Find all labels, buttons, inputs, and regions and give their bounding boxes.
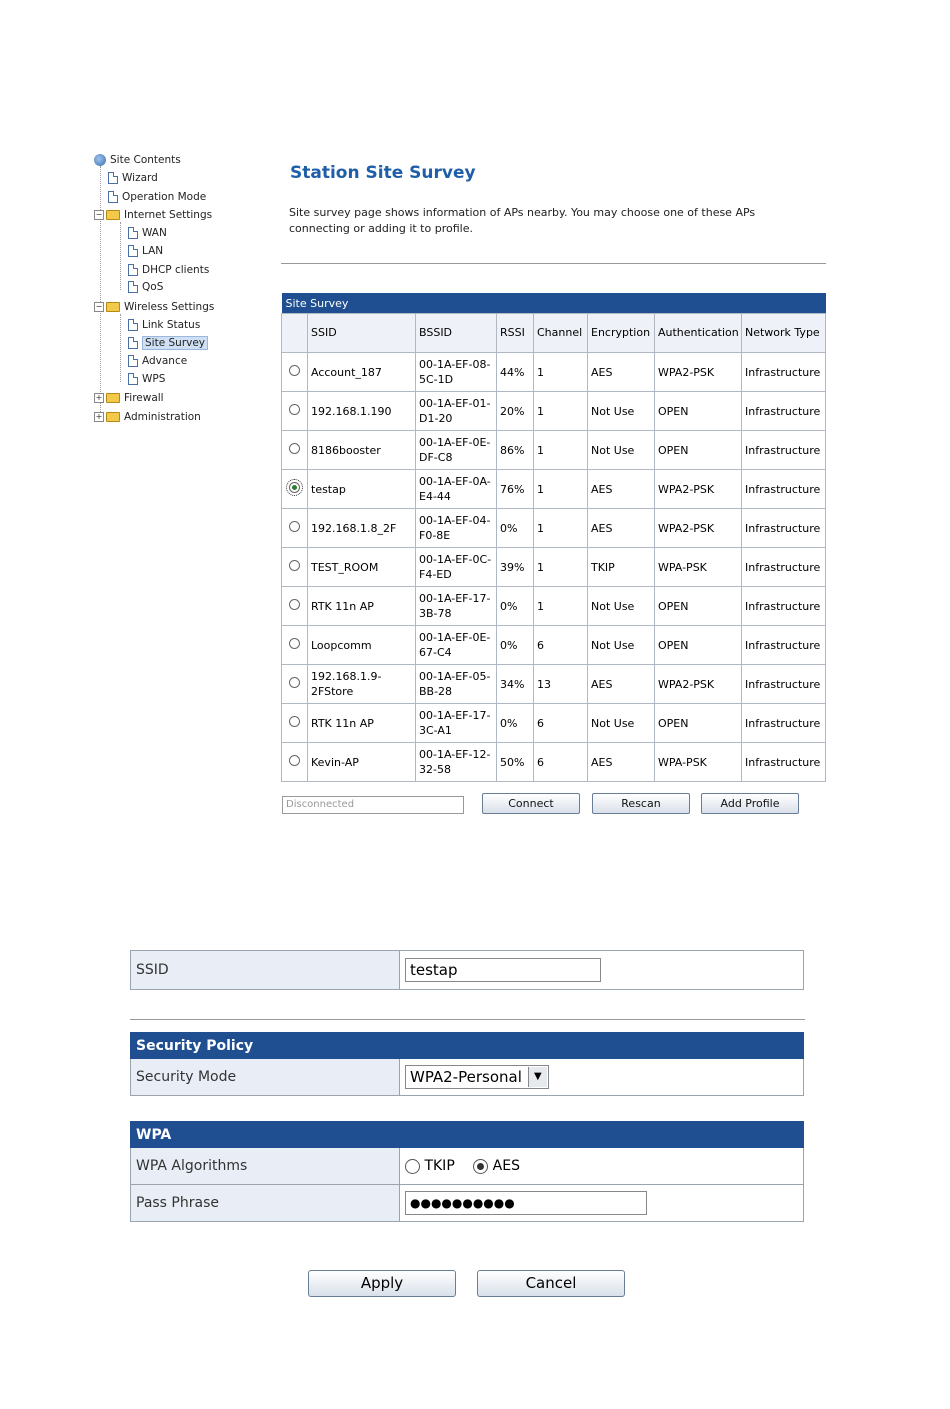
tree-item-wireless-settings[interactable]: − Wireless Settings	[95, 301, 215, 313]
ssid-cell: TEST_ROOM	[308, 548, 416, 587]
channel-cell: 1	[534, 353, 588, 392]
network-type-cell: Infrastructure	[742, 587, 826, 626]
tree-item-site-survey[interactable]: Site Survey	[128, 335, 208, 351]
ap-select-radio[interactable]	[289, 482, 300, 493]
rssi-cell: 39%	[497, 548, 534, 587]
tree-root[interactable]: Site Contents	[94, 152, 181, 168]
table-row[interactable]	[282, 353, 826, 392]
ssid-cell: 192.168.1.8_2F	[308, 509, 416, 548]
page-icon	[128, 245, 138, 257]
table-row[interactable]	[282, 431, 826, 470]
ssid-label: SSID	[131, 951, 400, 990]
network-type-cell: Infrastructure	[742, 470, 826, 509]
tree-item-qos[interactable]: QoS	[128, 279, 163, 295]
ap-select-radio[interactable]	[289, 716, 300, 727]
channel-cell: 1	[534, 392, 588, 431]
wpa-header: WPA	[131, 1122, 804, 1148]
encryption-cell: Not Use	[588, 431, 655, 470]
folder-open-icon	[106, 302, 120, 312]
table-row[interactable]	[282, 470, 826, 509]
folder-icon	[106, 412, 120, 422]
pass-phrase-input[interactable]: ●●●●●●●●●●	[405, 1191, 647, 1215]
authentication-cell: OPEN	[655, 392, 742, 431]
bssid-cell: 00-1A-EF-04-F0-8E	[416, 509, 497, 548]
rssi-cell: 20%	[497, 392, 534, 431]
channel-cell: 1	[534, 587, 588, 626]
authentication-cell: OPEN	[655, 626, 742, 665]
authentication-cell: OPEN	[655, 587, 742, 626]
encryption-cell: Not Use	[588, 587, 655, 626]
table-row[interactable]	[282, 704, 826, 743]
folder-icon	[106, 210, 120, 220]
channel-cell: 6	[534, 704, 588, 743]
column-header: BSSID	[416, 314, 497, 353]
rescan-button[interactable]: Rescan	[592, 793, 690, 814]
tree-item-link-status[interactable]: Link Status	[128, 317, 200, 333]
ssid-cell: 192.168.1.9-2FStore	[308, 665, 416, 704]
network-type-cell: Infrastructure	[742, 665, 826, 704]
bssid-cell: 00-1A-EF-12-32-58	[416, 743, 497, 782]
authentication-cell: WPA2-PSK	[655, 470, 742, 509]
authentication-cell: OPEN	[655, 431, 742, 470]
rssi-cell: 44%	[497, 353, 534, 392]
page-icon	[128, 337, 138, 349]
page-icon	[128, 373, 138, 385]
table-row[interactable]	[282, 626, 826, 665]
security-mode-label: Security Mode	[131, 1059, 400, 1096]
network-type-cell: Infrastructure	[742, 353, 826, 392]
encryption-cell: Not Use	[588, 392, 655, 431]
authentication-cell: OPEN	[655, 704, 742, 743]
network-type-cell: Infrastructure	[742, 743, 826, 782]
channel-cell: 13	[534, 665, 588, 704]
tree-item-advance[interactable]: Advance	[128, 353, 187, 369]
page-icon	[128, 355, 138, 367]
collapse-icon[interactable]: −	[95, 302, 103, 311]
tree-item-operation-mode[interactable]: Operation Mode	[108, 189, 206, 205]
column-header: SSID	[308, 314, 416, 353]
bssid-cell: 00-1A-EF-0E-67-C4	[416, 626, 497, 665]
column-header: Network Type	[742, 314, 826, 353]
collapse-icon[interactable]: −	[95, 210, 103, 219]
channel-cell: 6	[534, 626, 588, 665]
channel-cell: 6	[534, 743, 588, 782]
network-type-cell: Infrastructure	[742, 626, 826, 665]
tkip-radio[interactable]	[405, 1159, 420, 1174]
page-title: Station Site Survey	[290, 163, 476, 183]
add-profile-button[interactable]: Add Profile	[701, 793, 799, 814]
page-description: Site survey page shows information of APs nearby. You may choose one of these APs connecting or adding it to profile.	[289, 206, 756, 235]
page-icon	[108, 172, 118, 184]
ssid-cell: RTK 11n AP	[308, 704, 416, 743]
bssid-cell: 00-1A-EF-17-3B-78	[416, 587, 497, 626]
table-row[interactable]	[282, 743, 826, 782]
folder-icon	[106, 393, 120, 403]
rssi-cell: 34%	[497, 665, 534, 704]
table-row[interactable]	[282, 587, 826, 626]
network-type-cell: Infrastructure	[742, 431, 826, 470]
authentication-cell: WPA2-PSK	[655, 509, 742, 548]
ssid-cell: Account_187	[308, 353, 416, 392]
column-header: RSSI	[497, 314, 534, 353]
tree-item-internet-settings[interactable]: − Internet Settings	[95, 209, 213, 221]
page-icon	[108, 191, 118, 203]
pass-phrase-label: Pass Phrase	[131, 1185, 400, 1222]
bssid-cell: 00-1A-EF-0A-E4-44	[416, 470, 497, 509]
ap-select-radio[interactable]	[289, 443, 300, 454]
page-icon	[128, 281, 138, 293]
encryption-cell: AES	[588, 353, 655, 392]
channel-cell: 1	[534, 548, 588, 587]
connect-button[interactable]: Connect	[482, 793, 580, 814]
bssid-cell: 00-1A-EF-01-D1-20	[416, 392, 497, 431]
tree-item-wan[interactable]: WAN	[128, 225, 167, 241]
apply-button[interactable]: Apply	[308, 1270, 456, 1297]
rssi-cell: 0%	[497, 626, 534, 665]
bssid-cell: 00-1A-EF-0C-F4-ED	[416, 548, 497, 587]
encryption-cell: Not Use	[588, 626, 655, 665]
tree-item-lan[interactable]: LAN	[128, 243, 163, 259]
wpa-table	[130, 1121, 804, 1222]
cancel-button[interactable]: Cancel	[477, 1270, 625, 1297]
rssi-cell: 50%	[497, 743, 534, 782]
network-icon	[94, 154, 106, 166]
ap-select-radio[interactable]	[289, 560, 300, 571]
ap-select-radio[interactable]	[289, 638, 300, 649]
ssid-cell: Loopcomm	[308, 626, 416, 665]
expand-icon[interactable]: +	[95, 393, 103, 402]
ssid-table	[130, 950, 804, 990]
rssi-cell: 0%	[497, 509, 534, 548]
wpa-algorithms-label: WPA Algorithms	[131, 1148, 400, 1185]
ap-select-radio[interactable]	[289, 404, 300, 415]
aes-radio[interactable]	[473, 1159, 488, 1174]
network-type-cell: Infrastructure	[742, 392, 826, 431]
authentication-cell: WPA2-PSK	[655, 665, 742, 704]
network-type-cell: Infrastructure	[742, 509, 826, 548]
ssid-cell: testap	[308, 470, 416, 509]
encryption-cell: Not Use	[588, 704, 655, 743]
authentication-cell: WPA-PSK	[655, 548, 742, 587]
tree-item-administration[interactable]: + Administration	[95, 411, 201, 423]
page-icon	[128, 264, 138, 276]
divider	[130, 1019, 805, 1020]
expand-icon[interactable]: +	[95, 412, 103, 421]
tree-item-firewall[interactable]: + Firewall	[95, 392, 164, 404]
ap-select-radio[interactable]	[289, 755, 300, 766]
encryption-cell: AES	[588, 665, 655, 704]
bssid-cell: 00-1A-EF-0E-DF-C8	[416, 431, 497, 470]
encryption-cell: AES	[588, 743, 655, 782]
chevron-down-icon[interactable]: ▼	[528, 1067, 547, 1087]
column-header: Channel	[534, 314, 588, 353]
ap-select-radio[interactable]	[289, 521, 300, 532]
table-row[interactable]	[282, 548, 826, 587]
network-type-cell: Infrastructure	[742, 704, 826, 743]
channel-cell: 1	[534, 509, 588, 548]
rssi-cell: 76%	[497, 470, 534, 509]
page-icon	[128, 227, 138, 239]
table-row[interactable]	[282, 392, 826, 431]
authentication-cell: WPA-PSK	[655, 743, 742, 782]
tree-item-wps[interactable]: WPS	[128, 371, 165, 387]
divider	[281, 263, 826, 264]
ap-select-radio[interactable]	[289, 365, 300, 376]
bssid-cell: 00-1A-EF-08-5C-1D	[416, 353, 497, 392]
ap-select-radio[interactable]	[289, 599, 300, 610]
ssid-input[interactable]: testap	[405, 958, 601, 982]
bssid-cell: 00-1A-EF-17-3C-A1	[416, 704, 497, 743]
network-type-cell: Infrastructure	[742, 548, 826, 587]
table-caption: Site Survey	[282, 293, 826, 314]
ssid-cell: RTK 11n AP	[308, 587, 416, 626]
encryption-cell: TKIP	[588, 548, 655, 587]
encryption-cell: AES	[588, 509, 655, 548]
authentication-cell: WPA2-PSK	[655, 353, 742, 392]
table-header-row	[282, 314, 826, 353]
security-mode-select[interactable]: WPA2-Personal ▼	[405, 1065, 549, 1089]
ssid-cell: 8186booster	[308, 431, 416, 470]
channel-cell: 1	[534, 470, 588, 509]
rssi-cell: 86%	[497, 431, 534, 470]
security-policy-table	[130, 1032, 804, 1096]
tree-item-wizard[interactable]: Wizard	[108, 170, 158, 186]
tkip-label: TKIP	[424, 1158, 455, 1174]
site-survey-table	[281, 293, 826, 782]
ap-select-radio[interactable]	[289, 677, 300, 688]
rssi-cell: 0%	[497, 704, 534, 743]
bssid-cell: 00-1A-EF-05-BB-28	[416, 665, 497, 704]
page-icon	[128, 319, 138, 331]
table-row[interactable]	[282, 665, 826, 704]
channel-cell: 1	[534, 431, 588, 470]
table-row[interactable]	[282, 509, 826, 548]
rssi-cell: 0%	[497, 587, 534, 626]
aes-label: AES	[492, 1158, 520, 1174]
ssid-cell: Kevin-AP	[308, 743, 416, 782]
tree-item-dhcp-clients[interactable]: DHCP clients	[128, 262, 209, 278]
ssid-cell: 192.168.1.190	[308, 392, 416, 431]
encryption-cell: AES	[588, 470, 655, 509]
column-header: Encryption	[588, 314, 655, 353]
connection-status-field: Disconnected	[282, 796, 464, 814]
column-header: Authentication	[655, 314, 742, 353]
security-policy-header: Security Policy	[131, 1033, 804, 1059]
